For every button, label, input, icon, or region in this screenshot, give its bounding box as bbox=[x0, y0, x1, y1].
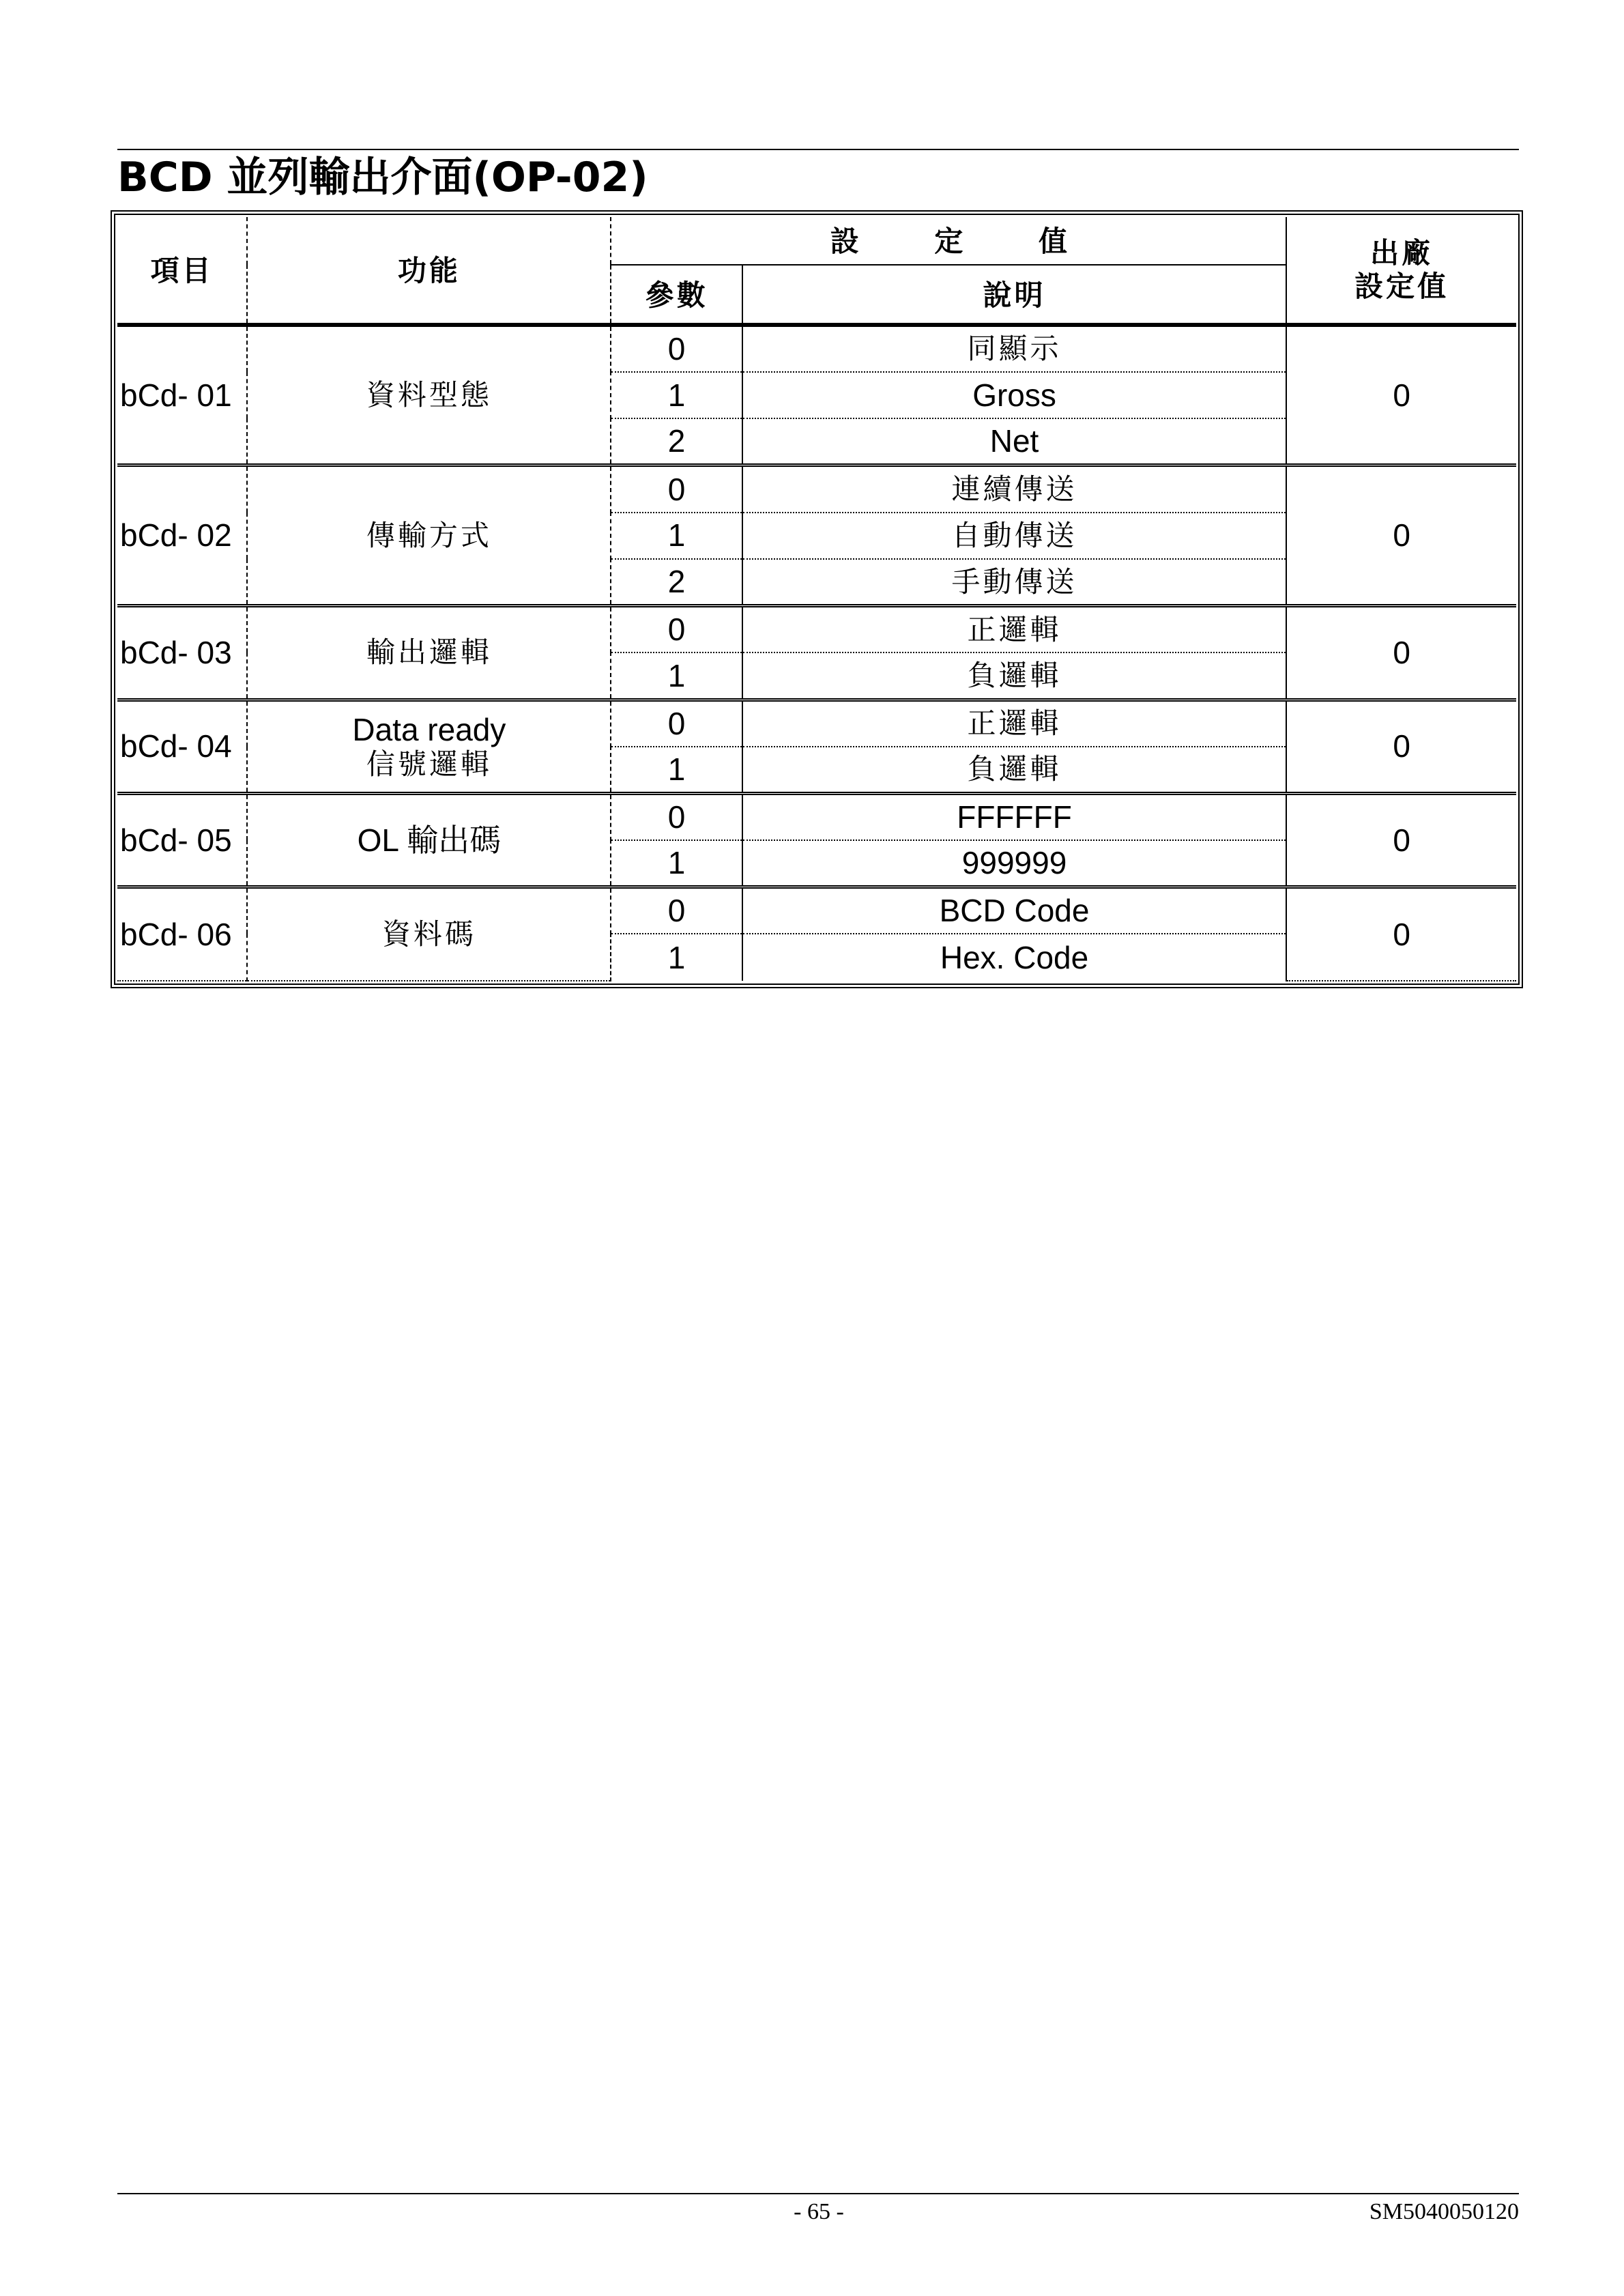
param-desc: 手動傳送 bbox=[742, 559, 1287, 606]
param-desc: 999999 bbox=[742, 840, 1287, 887]
param-desc: FFFFFF bbox=[742, 793, 1287, 840]
page-title: BCD 並列輸出介面(OP-02) bbox=[117, 154, 648, 201]
settings-table-frame bbox=[111, 210, 1523, 988]
table-row bbox=[117, 606, 1516, 653]
factory-default: 0 bbox=[1286, 606, 1516, 700]
param-value: 0 bbox=[611, 887, 742, 934]
param-value: 0 bbox=[611, 793, 742, 840]
settings-table bbox=[117, 217, 1516, 981]
factory-default: 0 bbox=[1286, 887, 1516, 981]
function-name: 資料型態 bbox=[247, 325, 611, 465]
table-row bbox=[117, 793, 1516, 840]
function-name: 資料碼 bbox=[247, 887, 611, 981]
table-row bbox=[117, 700, 1516, 747]
header-factory-default: 出廠 設定值 bbox=[1286, 217, 1516, 325]
header-item: 項目 bbox=[117, 217, 247, 325]
param-desc: 同顯示 bbox=[742, 325, 1287, 372]
param-value: 1 bbox=[611, 372, 742, 419]
factory-default: 0 bbox=[1286, 700, 1516, 793]
param-value: 0 bbox=[611, 700, 742, 747]
function-name: 傳輸方式 bbox=[247, 465, 611, 606]
function-line-1: Data ready bbox=[352, 712, 506, 748]
param-value: 1 bbox=[611, 934, 742, 981]
param-value: 0 bbox=[611, 465, 742, 513]
footer-rule bbox=[117, 2193, 1519, 2194]
param-value: 1 bbox=[611, 513, 742, 560]
item-code: bCd- 06 bbox=[117, 887, 247, 981]
factory-default: 0 bbox=[1286, 325, 1516, 465]
param-value: 0 bbox=[611, 606, 742, 653]
document-code: SM5040050120 bbox=[1369, 2199, 1519, 2224]
function-name bbox=[247, 700, 611, 793]
param-desc: Net bbox=[742, 418, 1287, 465]
param-value: 1 bbox=[611, 840, 742, 887]
item-code: bCd- 05 bbox=[117, 793, 247, 887]
param-desc: 負邏輯 bbox=[742, 747, 1287, 794]
table-row bbox=[117, 887, 1516, 934]
param-desc: 正邏輯 bbox=[742, 606, 1287, 653]
item-code: bCd- 04 bbox=[117, 700, 247, 793]
param-value: 1 bbox=[611, 652, 742, 700]
function-name: OL 輸出碼 bbox=[247, 793, 611, 887]
function-name: 輸出邏輯 bbox=[247, 606, 611, 700]
page-number: - 65 - bbox=[794, 2199, 844, 2224]
table-row bbox=[117, 465, 1516, 513]
header-param: 參數 bbox=[611, 265, 742, 325]
param-desc: 負邏輯 bbox=[742, 652, 1287, 700]
param-desc: 連續傳送 bbox=[742, 465, 1287, 513]
header-setting: 設 定 值 bbox=[611, 217, 1286, 265]
factory-default: 0 bbox=[1286, 465, 1516, 606]
param-desc: 正邏輯 bbox=[742, 700, 1287, 747]
param-value: 2 bbox=[611, 559, 742, 606]
param-desc: Gross bbox=[742, 372, 1287, 419]
factory-default: 0 bbox=[1286, 793, 1516, 887]
header-function: 功能 bbox=[247, 217, 611, 325]
item-code: bCd- 03 bbox=[117, 606, 247, 700]
param-desc: Hex. Code bbox=[742, 934, 1287, 981]
item-code: bCd- 02 bbox=[117, 465, 247, 606]
param-value: 2 bbox=[611, 418, 742, 465]
param-value: 0 bbox=[611, 325, 742, 372]
function-line-2: 信號邏輯 bbox=[366, 747, 492, 781]
table-row bbox=[117, 325, 1516, 372]
param-desc: 自動傳送 bbox=[742, 513, 1287, 560]
param-desc: BCD Code bbox=[742, 887, 1287, 934]
header-desc: 說明 bbox=[742, 265, 1287, 325]
item-code: bCd- 01 bbox=[117, 325, 247, 465]
param-value: 1 bbox=[611, 747, 742, 794]
